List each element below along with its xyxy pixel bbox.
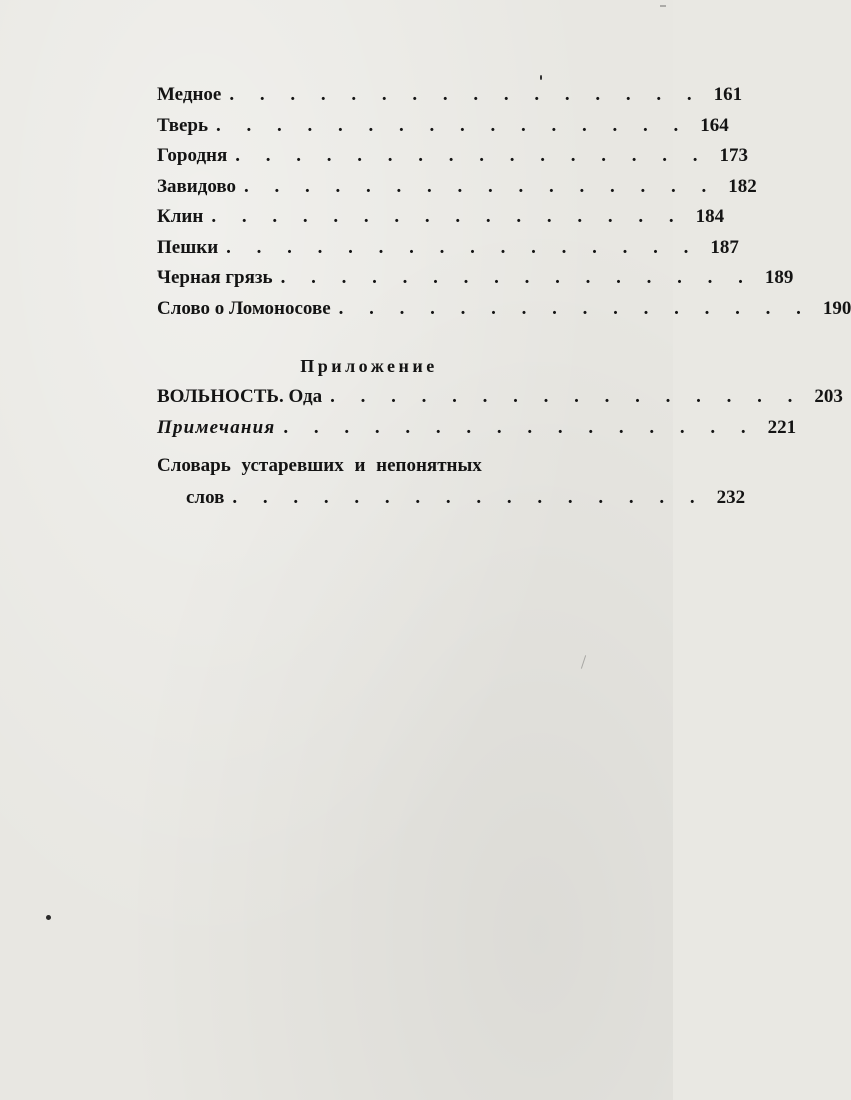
toc-entry-title: Медное: [157, 84, 222, 105]
toc-entry-page: 184: [695, 206, 725, 227]
toc-entry: [157, 206, 725, 237]
dot-leader: . . . . . . . . . . . . . . . .: [283, 416, 757, 438]
dot-leader: . . . . . . . . . . . . . . . .: [235, 145, 709, 166]
dot-leader: . . . . . . . . . . . . . . . .: [211, 206, 685, 227]
dot-leader: . . . . . . . . . . . . . . . .: [338, 297, 812, 319]
toc-entry-title: Клин: [157, 206, 204, 227]
toc-entry: [157, 145, 749, 176]
toc-entry: [157, 297, 851, 329]
toc-entry: [157, 386, 843, 417]
dot-leader: . . . . . . . . . . . . . . . .: [229, 84, 703, 105]
paper-speck: [540, 75, 542, 80]
toc-entry-title: Слово о Ломоносове: [157, 297, 331, 319]
toc-entry-page: 221: [767, 416, 797, 438]
toc-entry-page: 173: [719, 145, 749, 166]
toc-entry: [157, 114, 729, 146]
toc-entry-title: Городня: [157, 145, 228, 166]
toc-entry-page: 161: [713, 84, 743, 105]
toc-entry-page: 203: [814, 386, 843, 407]
toc-entry-title: ВОЛЬНОСТЬ. Ода: [157, 386, 323, 407]
toc-entry-title: Тверь: [157, 114, 209, 136]
toc-entry-page: 190: [822, 297, 851, 319]
paper-scratch: [660, 5, 666, 7]
dot-leader: . . . . . . . . . . . . . . . .: [216, 114, 689, 136]
toc-entry-page: 187: [710, 236, 739, 258]
toc-entry: [157, 267, 794, 298]
glossary-title-line: [157, 455, 563, 487]
toc-entry-page: 164: [700, 114, 729, 136]
toc-entry-title: Черная грязь: [157, 267, 273, 288]
appendix-heading: Приложение: [300, 356, 438, 376]
paper-scratch: [581, 655, 586, 669]
dot-leader: . . . . . . . . . . . . . . . .: [244, 175, 717, 197]
table-of-contents: [157, 84, 851, 518]
dot-leader: . . . . . . . . . . . . . . . .: [232, 487, 706, 508]
toc-entry: [157, 487, 746, 518]
toc-entry-title: слов: [186, 487, 225, 508]
paper-speck: [46, 915, 51, 920]
toc-entry: [157, 84, 743, 115]
dot-leader: . . . . . . . . . . . . . . . .: [330, 386, 803, 407]
toc-entry-title: Примечания: [157, 416, 276, 438]
toc-entry-page: 189: [764, 267, 794, 288]
toc-entry-title: Завидово: [157, 175, 237, 197]
toc-entry: [157, 236, 739, 268]
toc-entry-title: Словарь устаревших и непонятных: [157, 455, 482, 476]
dot-leader: . . . . . . . . . . . . . . . .: [280, 267, 754, 288]
toc-entry-page: 232: [716, 487, 746, 508]
toc-entry-page: 182: [728, 175, 757, 197]
toc-entry: [157, 175, 757, 207]
toc-entry: [157, 416, 797, 448]
toc-entry-title: Пешки: [157, 236, 219, 258]
dot-leader: . . . . . . . . . . . . . . . .: [226, 236, 699, 258]
